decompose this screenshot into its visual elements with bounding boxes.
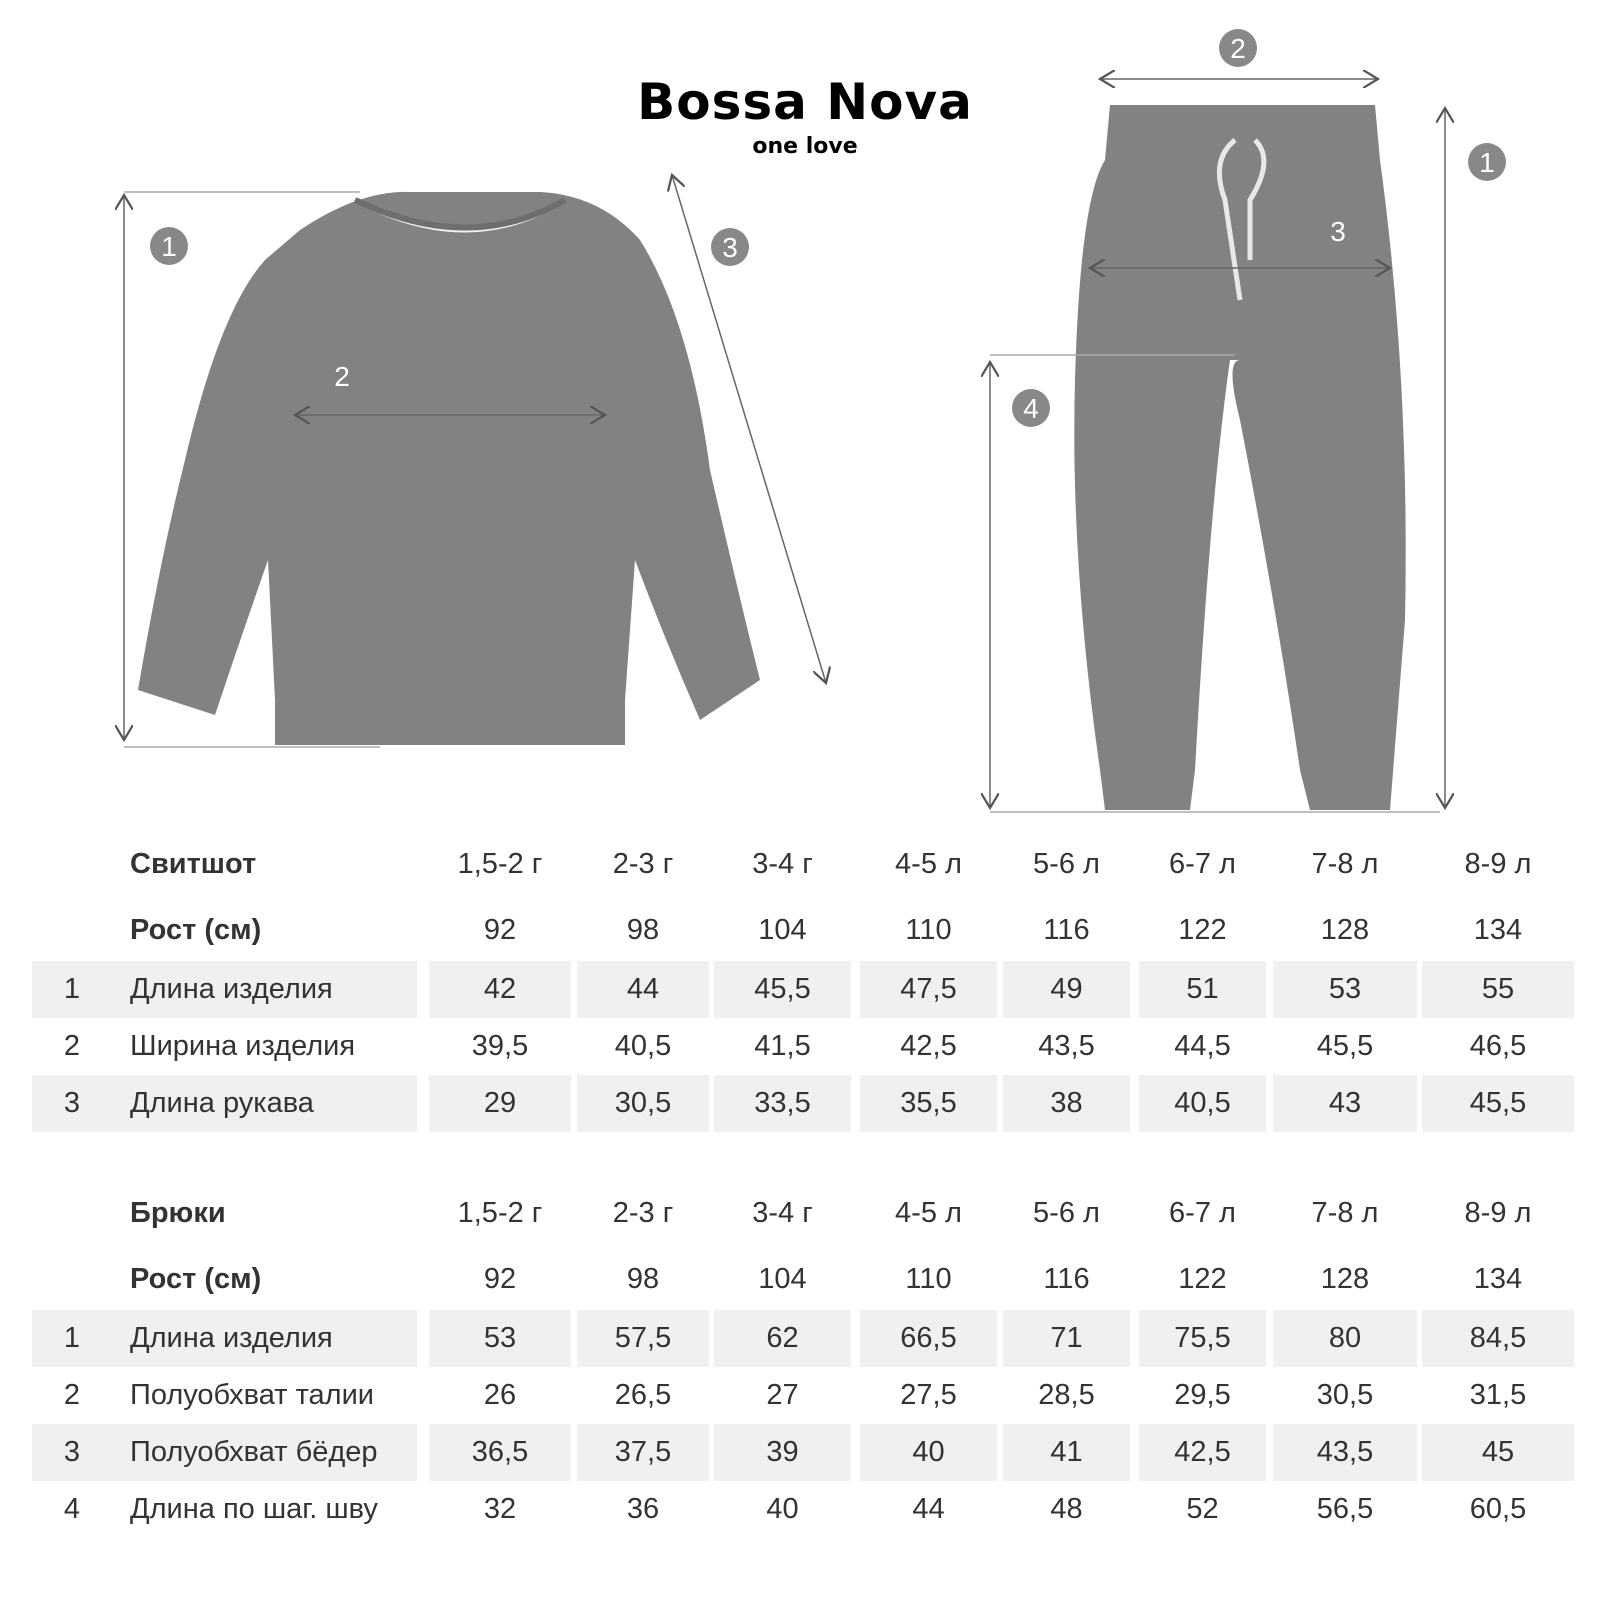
- table-row: [32, 829, 1577, 899]
- cell-value: 26: [483, 1379, 517, 1411]
- cell-value: 48: [1050, 1493, 1083, 1525]
- cell-value: 57,5: [577, 1310, 709, 1367]
- pants-marker-4: 4: [1023, 393, 1039, 424]
- table-row: [32, 1424, 1577, 1481]
- cell-value: 39,5: [471, 1030, 529, 1062]
- cell-value: 45,5: [714, 961, 851, 1018]
- cell-value: 3-4 г: [752, 1196, 813, 1229]
- cell-value: 41: [1003, 1424, 1130, 1481]
- pants-size-table: [32, 1178, 1577, 1538]
- cell-value: 30,5: [577, 1075, 709, 1132]
- cell-value: 30,5: [1316, 1379, 1374, 1411]
- cell-value: 122: [1178, 913, 1227, 946]
- cell-value: 134: [1473, 1262, 1523, 1295]
- cell-value: 80: [1273, 1310, 1417, 1367]
- row-label: Длина по шаг. шву: [130, 1493, 378, 1525]
- cell-value: 45,5: [1422, 1075, 1574, 1132]
- cell-value: 40: [766, 1493, 799, 1525]
- cell-value: 33,5: [714, 1075, 851, 1132]
- table-row: [32, 1481, 1577, 1538]
- brand-tagline: one love: [752, 134, 858, 159]
- row-number: 2: [63, 1379, 81, 1411]
- row-number: 4: [63, 1493, 81, 1525]
- cell-value: 37,5: [577, 1424, 709, 1481]
- cell-value: 1,5-2 г: [457, 1196, 543, 1229]
- cell-value: 4-5 л: [895, 1196, 962, 1229]
- cell-value: 42,5: [1139, 1424, 1266, 1481]
- cell-value: 44: [912, 1493, 945, 1525]
- row-label: Рост (см): [130, 913, 262, 946]
- cell-value: 122: [1178, 1262, 1227, 1295]
- cell-value: 56,5: [1316, 1493, 1374, 1525]
- cell-value: 71: [1003, 1310, 1130, 1367]
- cell-value: 5-6 л: [1033, 1196, 1100, 1229]
- cell-value: 98: [626, 1262, 660, 1295]
- row-label: Брюки: [130, 1196, 226, 1229]
- row-label: Рост (см): [130, 1262, 262, 1295]
- cell-value: 49: [1003, 961, 1130, 1018]
- cell-value: 2-3 г: [612, 847, 674, 880]
- row-label: Полуобхват талии: [130, 1379, 374, 1411]
- cell-value: 116: [1043, 1262, 1090, 1295]
- cell-value: 43,5: [1273, 1424, 1417, 1481]
- row-label: Ширина изделия: [130, 1030, 356, 1062]
- row-number: 3: [63, 1436, 81, 1468]
- cell-value: 6-7 л: [1169, 1196, 1236, 1229]
- cell-value: 52: [1186, 1493, 1219, 1525]
- table-row: [32, 1018, 1577, 1075]
- cell-value: 8-9 л: [1464, 847, 1532, 880]
- cell-value: 7-8 л: [1311, 1196, 1379, 1229]
- cell-value: 47,5: [860, 961, 997, 1018]
- cell-value: 40,5: [1139, 1075, 1266, 1132]
- cell-value: 42: [429, 961, 571, 1018]
- cell-value: 8-9 л: [1464, 1196, 1532, 1229]
- cell-value: 29: [429, 1075, 571, 1132]
- row-label: Полуобхват бёдер: [130, 1436, 378, 1468]
- cell-value: 39: [714, 1424, 851, 1481]
- cell-value: 46,5: [1469, 1030, 1527, 1062]
- pants-image: [1074, 105, 1405, 810]
- sweatshirt-size-table: [32, 829, 1577, 1132]
- cell-value: 44,5: [1174, 1030, 1231, 1062]
- cell-value: 38: [1003, 1075, 1130, 1132]
- cell-value: 27: [766, 1379, 799, 1411]
- table-row: [32, 899, 1577, 961]
- cell-value: 36,5: [429, 1424, 571, 1481]
- cell-value: 62: [714, 1310, 851, 1367]
- cell-value: 84,5: [1422, 1310, 1574, 1367]
- cell-value: 31,5: [1469, 1379, 1527, 1411]
- pants-marker-2: 2: [1230, 33, 1246, 64]
- cell-value: 3-4 г: [752, 847, 813, 880]
- cell-value: 42,5: [900, 1030, 957, 1062]
- cell-value: 60,5: [1469, 1493, 1527, 1525]
- cell-value: 45,5: [1316, 1030, 1374, 1062]
- table-row: [32, 1248, 1577, 1310]
- cell-value: 40,5: [614, 1030, 672, 1062]
- sweatshirt-marker-1: 1: [161, 231, 177, 262]
- pants-marker-1: 1: [1479, 147, 1495, 178]
- row-number: 3: [63, 1087, 81, 1119]
- cell-value: 6-7 л: [1169, 847, 1236, 880]
- cell-value: 43: [1273, 1075, 1417, 1132]
- table-row: [32, 1310, 1577, 1367]
- sweatshirt-marker-2: 2: [334, 361, 350, 392]
- cell-value: 2-3 г: [612, 1196, 674, 1229]
- cell-value: 128: [1320, 1262, 1370, 1295]
- cell-value: 35,5: [860, 1075, 997, 1132]
- cell-value: 1,5-2 г: [457, 847, 543, 880]
- pants-marker-3: 3: [1330, 216, 1346, 247]
- cell-value: 55: [1422, 961, 1574, 1018]
- cell-value: 26,5: [614, 1379, 672, 1411]
- table-row: [32, 1367, 1577, 1424]
- cell-value: 92: [483, 913, 517, 946]
- cell-value: 51: [1139, 961, 1266, 1018]
- cell-value: 29,5: [1174, 1379, 1231, 1411]
- cell-value: 104: [758, 1262, 807, 1295]
- row-number: 1: [63, 1322, 81, 1354]
- cell-value: 27,5: [900, 1379, 957, 1411]
- cell-value: 53: [429, 1310, 571, 1367]
- row-number: 1: [63, 973, 81, 1005]
- cell-value: 7-8 л: [1311, 847, 1379, 880]
- cell-value: 32: [483, 1493, 517, 1525]
- cell-value: 134: [1473, 913, 1523, 946]
- cell-value: 36: [626, 1493, 660, 1525]
- sweatshirt-marker-3: 3: [722, 232, 738, 263]
- cell-value: 110: [905, 913, 952, 946]
- cell-value: 128: [1320, 913, 1370, 946]
- cell-value: 75,5: [1139, 1310, 1266, 1367]
- cell-value: 53: [1273, 961, 1417, 1018]
- brand-name: Bossa Nova: [637, 73, 973, 131]
- table-row: [32, 961, 1577, 1018]
- cell-value: 116: [1043, 913, 1090, 946]
- table-row: [32, 1178, 1577, 1248]
- row-label: Длина рукава: [130, 1087, 314, 1119]
- table-row: [32, 1075, 1577, 1132]
- cell-value: 104: [758, 913, 807, 946]
- row-label: Длина изделия: [130, 973, 333, 1005]
- cell-value: 28,5: [1038, 1379, 1095, 1411]
- row-label: Свитшот: [130, 847, 257, 880]
- sweatshirt-image: [138, 192, 760, 745]
- row-number: 2: [63, 1030, 81, 1062]
- cell-value: 5-6 л: [1033, 847, 1100, 880]
- cell-value: 92: [483, 1262, 517, 1295]
- cell-value: 66,5: [860, 1310, 997, 1367]
- cell-value: 4-5 л: [895, 847, 962, 880]
- cell-value: 41,5: [754, 1030, 811, 1062]
- cell-value: 98: [626, 913, 660, 946]
- cell-value: 44: [577, 961, 709, 1018]
- cell-value: 45: [1422, 1424, 1574, 1481]
- cell-value: 40: [860, 1424, 997, 1481]
- cell-value: 110: [905, 1262, 952, 1295]
- cell-value: 43,5: [1038, 1030, 1095, 1062]
- row-label: Длина изделия: [130, 1322, 333, 1354]
